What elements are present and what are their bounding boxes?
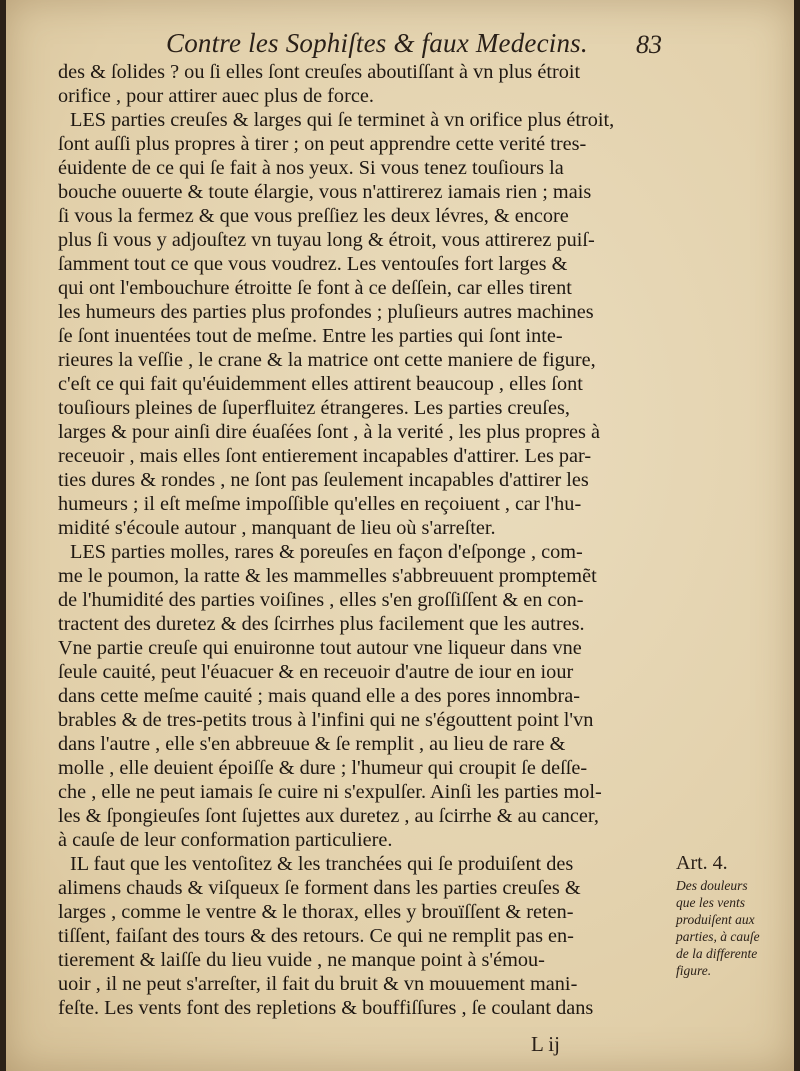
text-line: bouche ouuerte & toute élargie, vous n'attirerez iamais rien ; mais — [58, 181, 592, 203]
text-line: midité s'écoule autour , manquant de lieu où s'arreſter. — [58, 517, 496, 539]
text-line: tiſſent, faiſant des tours & des retours. Ce qui ne remplit pas en- — [58, 925, 574, 947]
text-line: de l'humidité des parties voiſines , elles s'en groſſiſſent & en con- — [58, 589, 584, 611]
body-text — [58, 60, 658, 1020]
text-line: brables & de tres-petits trous à l'infini qui ne s'égouttent point l'vn — [58, 709, 594, 731]
text-line: tierement & laiſſe du lieu vuide , ne manque point à s'émou- — [58, 949, 545, 971]
text-line: LES parties molles, rares & poreuſes en façon d'eſponge , com- — [70, 541, 583, 563]
text-line: dans l'autre , elle s'en abbreuue & ſe remplit , au lieu de rare & — [58, 733, 566, 755]
margin-note-line: Des douleurs — [676, 878, 748, 893]
text-line: ſi vous la fermez & que vous preſſiez les deux lévres, & encore — [58, 205, 569, 227]
text-line: ties dures & rondes , ne ſont pas ſeulement incapables d'attirer les — [58, 469, 589, 491]
text-line: éuidente de ce qui ſe fait à nos yeux. Si vous tenez touſiours la — [58, 157, 564, 179]
text-line: tractent des duretez & des ſcirrhes plus facilement que les autres. — [58, 613, 585, 635]
text-line: plus ſi vous y adjouſtez vn tuyau long & étroit, vous attirerez puiſ- — [58, 229, 595, 251]
margin-note-line: de la differente — [676, 946, 758, 961]
text-line: qui ont l'embouchure étroitte ſe font à ce deſſein, car elles tirent — [58, 277, 572, 299]
text-line: feſte. Les vents font des repletions & bouffiſſures , ſe coulant dans — [58, 997, 594, 1019]
text-line: che , elle ne peut iamais ſe cuire ni s'expulſer. Ainſi les parties mol- — [58, 781, 602, 803]
text-line: des & ſolides ? ou ſi elles ſont creuſes aboutiſſant à vn plus étroit — [58, 61, 581, 83]
text-line: rieures la veſſie , le crane & la matrice ont cette maniere de figure, — [58, 349, 596, 371]
text-line: ſamment tout ce que vous voudrez. Les ventouſes fort larges & — [58, 253, 568, 275]
book-page — [6, 0, 794, 1071]
text-line: LES parties creuſes & larges qui ſe terminet à vn orifice plus étroit, — [70, 109, 615, 131]
text-line: les humeurs des parties plus profondes ; pluſieurs autres machines — [58, 301, 594, 323]
text-line: dans cette meſme cauité ; mais quand elle a des pores innombra- — [58, 685, 581, 707]
signature-mark: L ij — [531, 1032, 560, 1056]
text-line: larges , comme le ventre & le thorax, elles y brouïſſent & reten- — [58, 901, 574, 923]
text-line: orifice , pour attirer auec plus de force. — [58, 85, 374, 107]
margin-note-line: que les vents — [676, 895, 745, 910]
margin-note-line: produiſent aux — [676, 912, 755, 927]
text-line: alimens chauds & viſqueux ſe forment dans les parties creuſes & — [58, 877, 581, 899]
text-line: ſe ſont inuentées tout de meſme. Entre les parties qui ſont inte- — [58, 325, 563, 347]
margin-note-line: figure. — [676, 963, 712, 978]
text-line: humeurs ; il eſt meſme impoſſible qu'elles en reçoiuent , car l'hu- — [58, 493, 582, 515]
text-line: IL faut que les ventoſitez & les tranchées qui ſe produiſent des — [70, 853, 574, 875]
page-number: 83 — [636, 30, 662, 59]
running-header-title: Contre les Sophiſtes & faux Medecins. — [166, 28, 588, 58]
text-line: à cauſe de leur conformation particuliere. — [58, 829, 393, 851]
text-line: les & ſpongieuſes ſont ſujettes aux duretez , au ſcirrhe & au cancer, — [58, 805, 599, 827]
text-line: c'eſt ce qui fait qu'éuidemment elles attirent beaucoup , elles ſont — [58, 373, 583, 395]
text-line: larges & pour ainſi dire éuaſées ſont , à la verité , les plus propres à — [58, 421, 600, 443]
text-line: ſeule cauité, peut l'éuacuer & en receuoir d'autre de iour en iour — [58, 661, 574, 683]
text-line: touſiours pleines de ſuperfluitez étrangeres. Les parties creuſes, — [58, 397, 570, 419]
text-line: receuoir , mais elles ſont entierement incapables d'attirer. Les par- — [58, 445, 592, 467]
margin-note — [676, 852, 788, 979]
text-line: Vne partie creuſe qui enuironne tout autour vne liqueur dans vne — [58, 637, 582, 659]
text-line: uoir , il ne peut s'arreſter, il fait du bruit & vn mouuement mani- — [58, 973, 578, 995]
text-line: me le poumon, la ratte & les mammelles s'abbreuuent promptemẽt — [58, 565, 597, 587]
margin-note-line: parties, à cauſe — [676, 929, 760, 944]
margin-article-number: Art. 4. — [676, 852, 728, 874]
text-line: ſont auſſi plus propres à tirer ; on peut apprendre cette verité tres- — [58, 133, 587, 155]
text-line: molle , elle deuient époiſſe & dure ; l'humeur qui croupit ſe deſſe- — [58, 757, 588, 779]
